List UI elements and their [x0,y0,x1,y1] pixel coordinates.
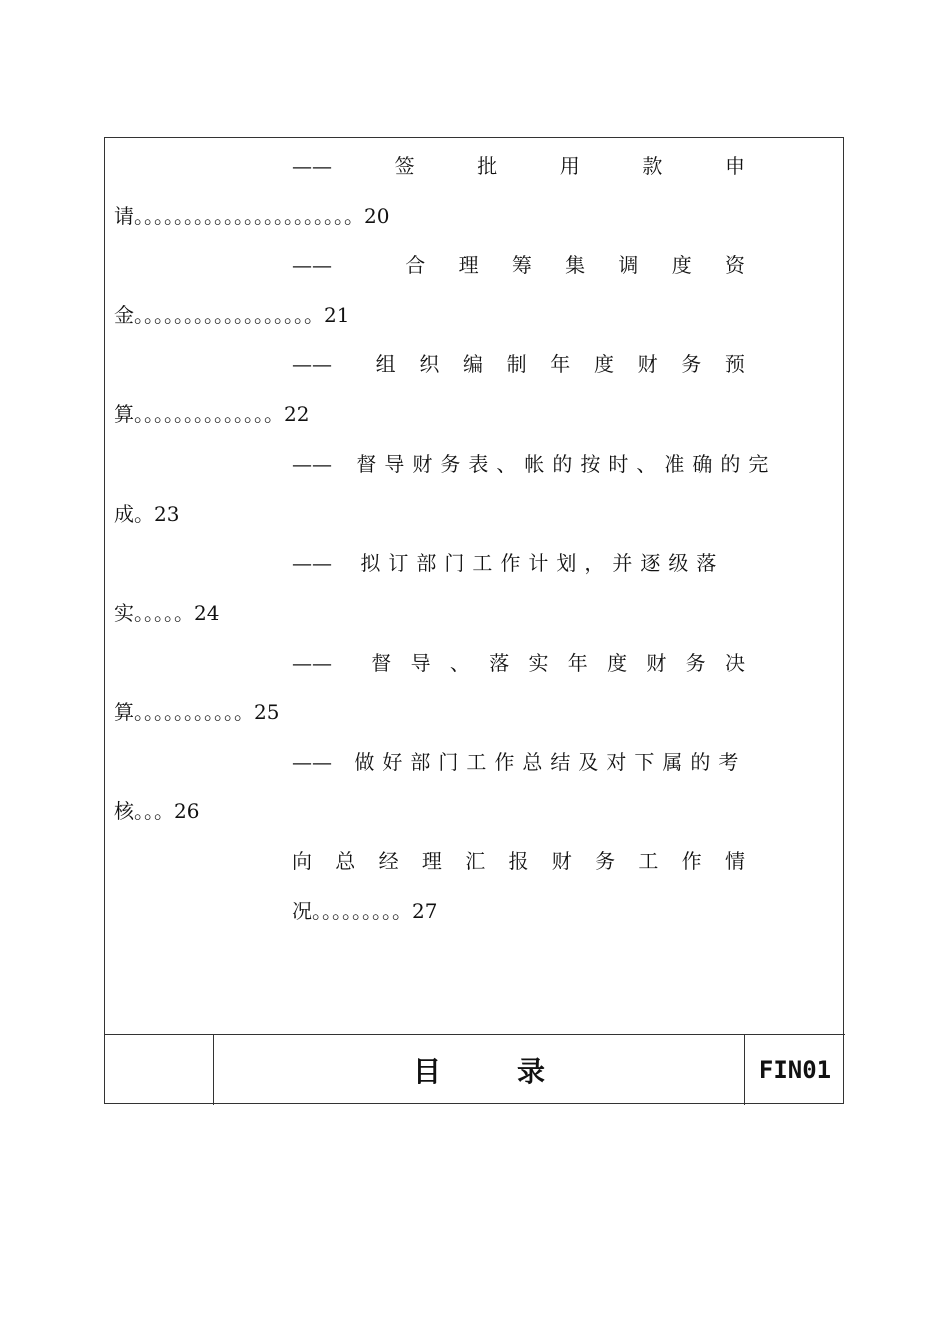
toc-char: 筹 [511,253,532,277]
toc-item-6-line1 [292,648,745,678]
toc-char: 用 [559,154,580,178]
toc-char: 情 [724,849,745,873]
page-title: 目录 [412,1055,621,1088]
toc-dash: —— [292,551,332,575]
toc-char: 务 [685,651,706,675]
toc-char: 度 [593,352,614,376]
toc-char: 导 [410,651,431,675]
toc-char: 调 [618,253,639,277]
footer-row [105,1034,845,1105]
toc-char: 理 [421,849,442,873]
toc-char: 作 [681,849,702,873]
toc-char: 总 [335,849,356,873]
document-code: FIN01 [758,1056,832,1084]
toc-char: 财 [637,352,658,376]
footer-title-cell [214,1035,745,1105]
toc-char: 年 [567,651,588,675]
toc-text: 拟订部门工作计划，并逐级落 [360,551,725,575]
toc-text: 做好部门工作总结及对下属的考 [354,750,747,774]
toc-char: 汇 [465,849,486,873]
toc-item-7-line2[interactable]: 核。。。26 [114,799,200,823]
toc-dash: —— [292,154,332,178]
toc-char: 签 [394,154,415,178]
toc-char: 报 [508,849,529,873]
toc-item-1-line1 [292,151,745,181]
toc-dash: —— [292,750,332,774]
toc-item-2-line2[interactable]: 金。。。。。。。。。。。。。。。。。。21 [114,303,350,327]
toc-char: 工 [638,849,659,873]
toc-item-1-line2[interactable]: 请。。。。。。。。。。。。。。。。。。。。。。20 [114,204,390,228]
toc-item-5-line2[interactable]: 实。。。。。24 [114,601,220,625]
toc-char: 织 [419,352,440,376]
toc-text: 督导财务表、帐的按时、准确的完 [356,452,777,476]
toc-char: 务 [681,352,702,376]
toc-item-3-line2[interactable]: 算。。。。。。。。。。。。。。22 [114,402,310,426]
toc-char: 申 [724,154,745,178]
toc-char: 合 [405,253,426,277]
toc-content [105,138,845,1034]
toc-char: 督 [371,651,392,675]
toc-char: 向 [292,849,312,873]
toc-item-8-line1 [292,846,745,876]
toc-item-5-line1 [292,548,745,578]
toc-dash: —— [292,452,332,476]
toc-char: 决 [724,651,745,675]
toc-dash: —— [292,352,332,376]
toc-char: 集 [565,253,586,277]
toc-char: 资 [724,253,745,277]
toc-char: 度 [607,651,628,675]
toc-char: 组 [375,352,396,376]
toc-char: 财 [646,651,667,675]
toc-dash: —— [292,651,332,675]
toc-item-4-line2[interactable]: 成。23 [114,502,180,526]
toc-item-2-line1 [292,250,745,280]
toc-item-7-line1 [292,747,745,777]
toc-char: 批 [477,154,498,178]
toc-char: 款 [642,154,663,178]
toc-char: 理 [458,253,479,277]
toc-char: 经 [378,849,399,873]
document-frame [104,137,844,1104]
toc-char: 、 [449,651,470,675]
toc-item-3-line1 [292,349,745,379]
toc-char: 预 [724,352,745,376]
toc-item-8-line2[interactable]: 况。。。。。。。。。27 [292,899,438,923]
toc-item-6-line2[interactable]: 算。。。。。。。。。。。25 [114,700,280,724]
toc-char: 制 [506,352,527,376]
footer-cell-empty [105,1035,214,1105]
toc-char: 落 [489,651,510,675]
toc-char: 财 [551,849,572,873]
toc-item-4-line1 [292,449,777,479]
toc-char: 年 [550,352,571,376]
toc-char: 度 [671,253,692,277]
toc-dash: —— [292,253,332,277]
toc-char: 编 [462,352,483,376]
toc-char: 实 [528,651,549,675]
toc-char: 务 [595,849,616,873]
